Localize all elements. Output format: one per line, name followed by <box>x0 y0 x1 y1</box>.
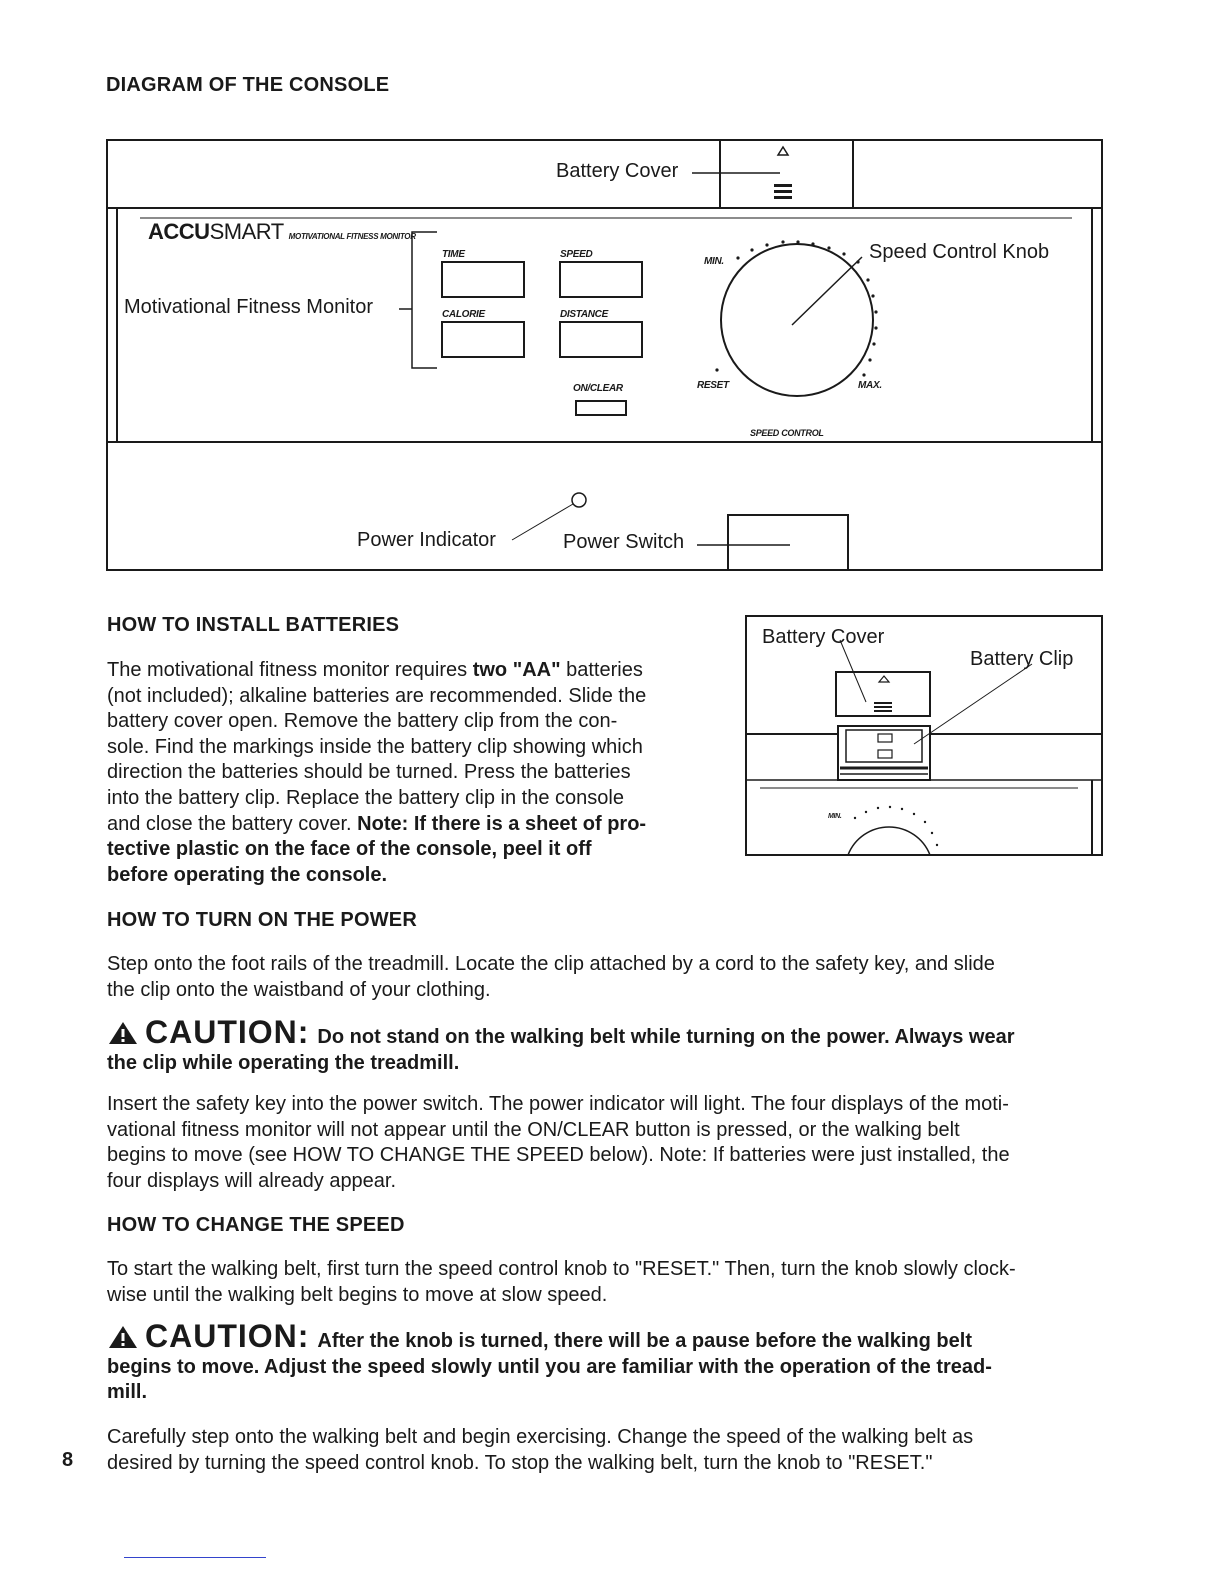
speed-control-caption: SPEED CONTROL <box>750 428 824 438</box>
brand-light: SMART <box>209 219 284 244</box>
caution-word: CAUTION: <box>145 1014 310 1050</box>
text-line: before operating the console. <box>107 863 388 886</box>
caution-block-power <box>107 1014 1117 1076</box>
text-line: Step onto the foot rails of the treadmill. Locate the clip attached by a cord to the safety key, and slide <box>107 953 995 975</box>
speed-knob-label: Speed Control Knob <box>869 241 1050 263</box>
change-speed-heading: HOW TO CHANGE THE SPEED <box>107 1214 405 1236</box>
calorie-display-label: CALORIE <box>442 309 485 320</box>
knob-min-label: MIN. <box>704 256 724 267</box>
text-line: desired by turning the speed control knob. To stop the walking belt, turn the knob to "RESET." <box>107 1451 933 1474</box>
text-line: sole. Find the markings inside the battery clip showing which <box>107 735 643 758</box>
knob-reset-label: RESET <box>697 380 729 391</box>
caution-text: After the knob is turned, there will be a pause before the walking belt <box>317 1330 972 1352</box>
install-batteries-heading: HOW TO INSTALL BATTERIES <box>107 614 400 636</box>
text-line: begins to move (see HOW TO CHANGE THE SPEED below). Note: If batteries were just installed, the <box>107 1144 1010 1167</box>
page-number: 8 <box>62 1449 74 1471</box>
text-span-bold: two "AA" <box>472 659 561 681</box>
text-line: battery cover open. Remove the battery clip from the con- <box>107 710 618 733</box>
caution-text-continued: begins to move. Adjust the speed slowly until you are familiar with the operation of the tread- <box>107 1356 992 1378</box>
install-batteries-text <box>107 658 727 888</box>
warning-icon <box>107 1020 139 1046</box>
caution-block-speed <box>107 1318 1117 1405</box>
caution-line <box>107 1318 1117 1355</box>
distance-display-label: DISTANCE <box>560 309 608 320</box>
text-line: Insert the safety key into the power switch. The power indicator will light. The four displays of the moti- <box>107 1093 1009 1115</box>
time-display-label: TIME <box>442 249 465 260</box>
caution-text-continued: the clip while operating the treadmill. <box>107 1052 460 1074</box>
knob-max-label: MAX. <box>858 380 882 391</box>
text-line: Carefully step onto the walking belt and begin exercising. Change the speed of the walking belt as <box>107 1426 974 1448</box>
battery-cover-label: Battery Cover <box>556 160 679 182</box>
power-switch-label: Power Switch <box>563 531 685 553</box>
caution-line <box>107 1014 1117 1051</box>
caution-text: Do not stand on the walking belt while turning on the power. Always wear <box>317 1026 1015 1048</box>
text-line: (not included); alkaline batteries are recommended. Slide the <box>107 684 647 707</box>
speed-display-label: SPEED <box>560 249 593 260</box>
power-indicator-label: Power Indicator <box>357 529 496 551</box>
turn-on-power-heading: HOW TO TURN ON THE POWER <box>107 909 417 931</box>
brand-subtitle: MOTIVATIONAL FITNESS MONITOR <box>288 232 416 241</box>
text-line: vational fitness monitor will not appear until the ON/CLEAR button is pressed, or the walking belt <box>107 1118 960 1141</box>
footer-rule <box>124 1557 266 1558</box>
text-span: The motivational fitness monitor requires <box>107 659 473 681</box>
text-line: into the battery clip. Replace the battery clip in the console <box>107 786 624 809</box>
text-line: the clip onto the waistband of your clothing. <box>107 978 491 1001</box>
text-span: and close the battery cover. <box>107 812 358 835</box>
warning-icon <box>107 1324 139 1350</box>
on-clear-label: ON/CLEAR <box>573 383 623 394</box>
section-title: DIAGRAM OF THE CONSOLE <box>106 74 390 96</box>
text-line: direction the batteries should be turned. Press the batteries <box>107 761 631 784</box>
turn-on-power-paragraph-2 <box>107 1092 1117 1194</box>
brand-bold: ACCU <box>148 219 210 244</box>
battery-clip-callout: Battery Clip <box>970 648 1074 670</box>
battery-diagram-min-label: MIN. <box>828 813 842 820</box>
turn-on-power-paragraph-1 <box>107 952 1117 1003</box>
text-line: To start the walking belt, first turn the speed control knob to "RESET." Then, turn the knob slowly clock- <box>107 1258 1016 1280</box>
text-line: wise until the walking belt begins to move at slow speed. <box>107 1283 608 1306</box>
text-span-bold: Note: If there is a sheet of pro- <box>357 812 647 835</box>
text-line: tective plastic on the face of the console, peel it off <box>107 838 592 861</box>
brand-logo <box>148 219 416 245</box>
text-line <box>107 812 727 838</box>
caution-word: CAUTION: <box>145 1318 310 1354</box>
change-speed-paragraph-2 <box>107 1425 1117 1476</box>
text-line: four displays will already appear. <box>107 1169 397 1192</box>
change-speed-paragraph-1 <box>107 1257 1117 1308</box>
monitor-label: Motivational Fitness Monitor <box>124 296 373 318</box>
text-line <box>107 658 727 684</box>
battery-cover-callout: Battery Cover <box>762 626 885 648</box>
caution-text-continued: mill. <box>107 1381 148 1403</box>
text-span: batteries <box>560 659 643 681</box>
